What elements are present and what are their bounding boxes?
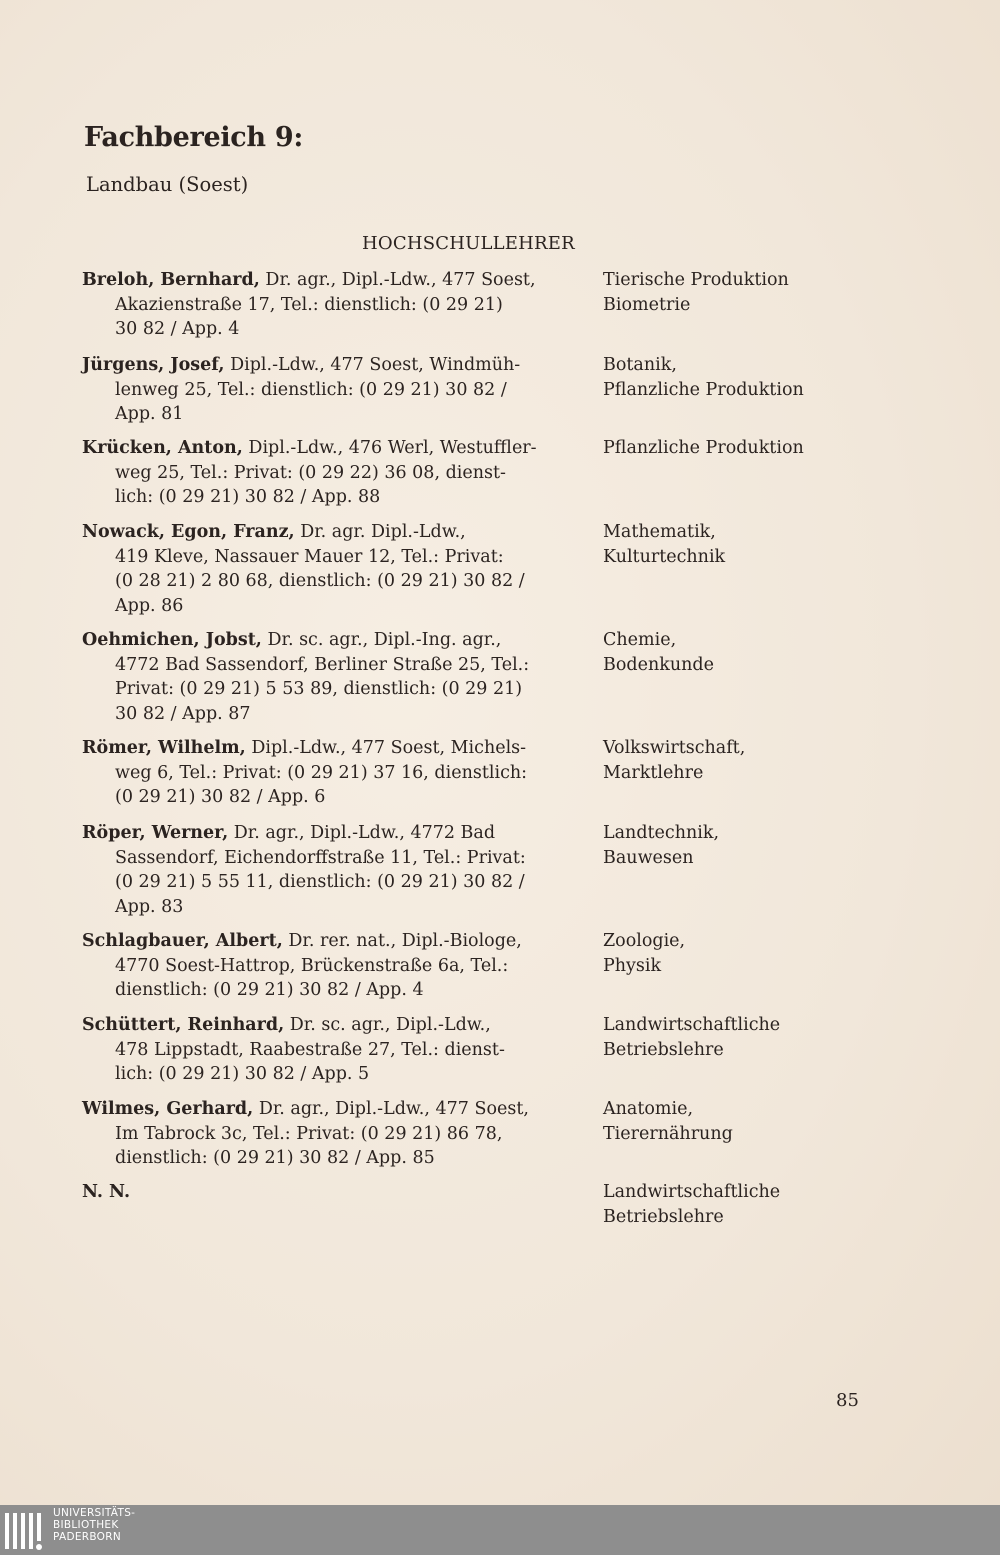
subject-line: Bodenkunde <box>603 654 714 675</box>
person-detail-line: Dr. agr., Dipl.-Ldw., 4772 Bad <box>228 823 496 843</box>
person-detail-line: dienstlich: (0 29 21) 30 82 / App. 4 <box>115 980 424 1000</box>
subject-line: Anatomie, <box>603 1099 694 1119</box>
subject-line: Pflanzliche Produktion <box>603 438 804 458</box>
subject-area <box>603 1013 983 1062</box>
person-detail-line: 4772 Bad Sassendorf, Berliner Straße 25, Tel.: <box>115 654 530 675</box>
person-detail-line: Dr. sc. agr., Dipl.-Ing. agr., <box>261 630 502 650</box>
person-detail-line: App. 86 <box>115 595 184 616</box>
page-subtitle: Landbau (Soest) <box>86 173 249 196</box>
subject-area <box>603 353 983 402</box>
person-detail-line: lich: (0 29 21) 30 82 / App. 88 <box>115 487 381 507</box>
person-name: Breloh, Bernhard, <box>82 270 260 290</box>
subject-area <box>603 929 983 978</box>
subject-line: Betriebslehre <box>603 1206 724 1227</box>
person-details <box>82 520 572 618</box>
person-detail-line: App. 81 <box>115 404 184 424</box>
person-detail-line: weg 6, Tel.: Privat: (0 29 21) 37 16, dienstlich: <box>115 762 528 783</box>
library-name-line: UNIVERSITÄTS- <box>53 1507 136 1519</box>
page-number: 85 <box>836 1390 859 1411</box>
person-detail-line: Im Tabrock 3c, Tel.: Privat: (0 29 21) 86 78, <box>115 1123 503 1144</box>
person-detail-line: Dr. agr. Dipl.-Ldw., <box>294 522 466 542</box>
person-details <box>82 929 572 1003</box>
subject-line: Kulturtechnik <box>603 546 726 567</box>
person-name: Römer, Wilhelm, <box>82 738 246 758</box>
person-detail-line: Dipl.-Ldw., 477 Soest, Michels- <box>245 738 527 758</box>
subject-line: Landwirtschaftliche <box>603 1182 781 1202</box>
library-name-line: PADERBORN <box>53 1531 121 1543</box>
subject-line: Zoologie, <box>603 931 686 951</box>
person-details <box>82 1097 572 1171</box>
subject-area <box>603 736 983 785</box>
person-detail-line: Dr. agr., Dipl.-Ldw., 477 Soest, <box>253 1099 529 1119</box>
person-detail-line: 30 82 / App. 87 <box>115 703 251 724</box>
person-detail-line: Dr. sc. agr., Dipl.-Ldw., <box>284 1015 491 1035</box>
library-footer <box>0 1505 1000 1555</box>
person-detail-line: 30 82 / App. 4 <box>115 319 240 339</box>
subject-line: Betriebslehre <box>603 1039 724 1060</box>
person-name: Nowack, Egon, Franz, <box>82 522 295 542</box>
person-details <box>82 628 572 726</box>
section-title: HOCHSCHULLEHRER <box>362 233 575 254</box>
person-detail-line: 419 Kleve, Nassauer Mauer 12, Tel.: Privat: <box>115 546 504 567</box>
person-detail-line: (0 29 21) 30 82 / App. 6 <box>115 787 326 807</box>
person-detail-line: dienstlich: (0 29 21) 30 82 / App. 85 <box>115 1148 435 1168</box>
page-title: Fachbereich 9: <box>84 122 303 153</box>
subject-area <box>603 821 983 870</box>
person-detail-line: lich: (0 29 21) 30 82 / App. 5 <box>115 1064 370 1084</box>
subject-area <box>603 520 983 569</box>
person-detail-line: 4770 Soest-Hattrop, Brückenstraße 6a, Tel.: <box>115 955 509 976</box>
person-details <box>82 436 572 510</box>
person-detail-line: lenweg 25, Tel.: dienstlich: (0 29 21) 30 82 / <box>115 379 507 400</box>
person-name: N. N. <box>82 1182 131 1202</box>
subject-line: Marktlehre <box>603 762 704 783</box>
library-logo-icon <box>2 1507 48 1553</box>
subject-area <box>603 268 983 317</box>
library-name-line: BIBLIOTHEK <box>53 1519 119 1531</box>
subject-line: Biometrie <box>603 294 691 315</box>
person-detail-line: (0 29 21) 5 55 11, dienstlich: (0 29 21) 30 82 / <box>115 872 525 892</box>
person-detail-line: App. 83 <box>115 896 184 917</box>
subject-line: Landtechnik, <box>603 823 720 843</box>
person-detail-line: Dipl.-Ldw., 476 Werl, Westuffler- <box>242 438 537 458</box>
person-name: Oehmichen, Jobst, <box>82 630 262 650</box>
person-detail-line: 478 Lippstadt, Raabestraße 27, Tel.: dienst- <box>115 1039 505 1060</box>
person-name: Jürgens, Josef, <box>82 355 225 375</box>
subject-line: Tierische Produktion <box>603 270 789 290</box>
person-name: Krücken, Anton, <box>82 438 243 458</box>
person-details <box>82 821 572 919</box>
subject-line: Pflanzliche Produktion <box>603 379 804 400</box>
subject-line: Physik <box>603 955 662 976</box>
person-detail-line: Dr. agr., Dipl.-Ldw., 477 Soest, <box>259 270 536 290</box>
person-detail-line: Dr. rer. nat., Dipl.-Biologe, <box>282 931 522 951</box>
subject-line: Landwirtschaftliche <box>603 1015 781 1035</box>
person-name: Schlagbauer, Albert, <box>82 931 283 951</box>
person-details <box>82 268 572 342</box>
subject-line: Volkswirtschaft, <box>603 738 746 758</box>
person-details <box>82 1013 572 1087</box>
subject-area <box>603 1180 983 1229</box>
person-detail-line: Akazienstraße 17, Tel.: dienstlich: (0 29 21) <box>115 294 503 315</box>
subject-area <box>603 436 983 461</box>
person-name: Röper, Werner, <box>82 823 229 843</box>
subject-area <box>603 628 983 677</box>
subject-line: Mathematik, <box>603 522 716 542</box>
subject-line: Botanik, <box>603 355 677 375</box>
subject-area <box>603 1097 983 1146</box>
person-detail-line: weg 25, Tel.: Privat: (0 29 22) 36 08, dienst- <box>115 462 506 483</box>
person-detail-line: Dipl.-Ldw., 477 Soest, Windmüh- <box>224 355 521 375</box>
person-details <box>82 353 572 427</box>
person-name: Wilmes, Gerhard, <box>82 1099 254 1119</box>
person-details <box>82 1180 572 1205</box>
person-name: Schüttert, Reinhard, <box>82 1015 285 1035</box>
person-details <box>82 736 572 810</box>
subject-line: Bauwesen <box>603 847 694 868</box>
person-detail-line: (0 28 21) 2 80 68, dienstlich: (0 29 21) 30 82 / <box>115 571 525 591</box>
person-detail-line: Sassendorf, Eichendorffstraße 11, Tel.: Privat: <box>115 847 526 868</box>
subject-line: Chemie, <box>603 630 677 650</box>
subject-line: Tierernährung <box>603 1123 733 1144</box>
person-detail-line: Privat: (0 29 21) 5 53 89, dienstlich: (0 29 21) <box>115 679 523 699</box>
library-name <box>53 1507 135 1543</box>
